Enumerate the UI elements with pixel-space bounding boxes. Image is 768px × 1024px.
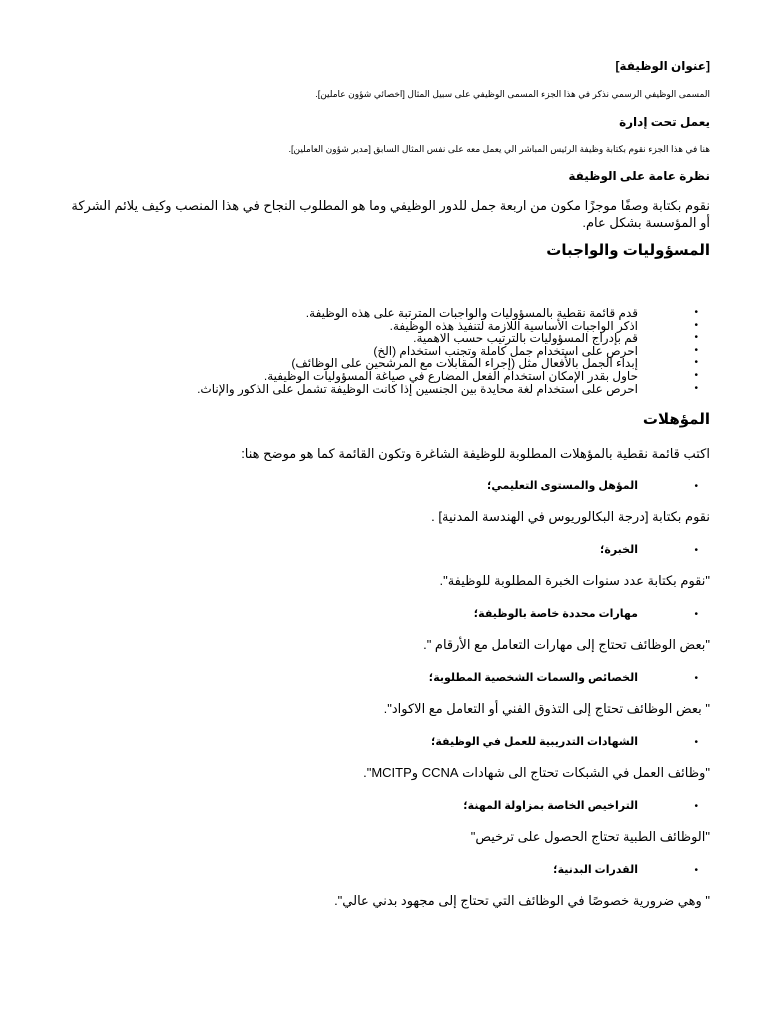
bullet-icon: • <box>694 737 698 749</box>
bullet-icon: • <box>694 545 698 557</box>
qualifications-intro: اكتب قائمة نقطية بالمؤهلات المطلوبة للوظيفة الشاغرة وتكون القائمة كما هو موضح هنا: <box>241 446 710 462</box>
qualification-item: • المؤهل والمستوى التعليمي؛ <box>487 480 698 493</box>
bullet-icon: • <box>694 369 698 381</box>
overview-description: نقوم بكتابة وصفًا موجزًا مكون من اربعة جمل للدور الوظيفي وما هو المطلوب النجاح في هذا المنصب وكيف يلائم الشركة أو المؤسسة بشكل عام. <box>71 198 710 230</box>
qualification-item: • الخصائص والسمات الشخصية المطلوبة؛ <box>428 672 698 685</box>
qualification-description: "وظائف العمل في الشبكات تحتاج الى شهادات CCNA وMCITP". <box>363 765 710 781</box>
bullet-icon: • <box>694 344 698 356</box>
list-item: • قدم قائمة نقطية بالمسؤوليات والواجبات المترتبة على هذه الوظيفة. <box>305 306 698 320</box>
bullet-icon: • <box>694 307 698 318</box>
bullet-icon: • <box>694 319 698 331</box>
qualification-description: "الوظائف الطبية تحتاج الحصول على ترخيص" <box>470 829 710 845</box>
job-description-document <box>58 58 710 909</box>
qualification-item: • التراخيص الخاصة بمزاولة المهنة؛ <box>463 800 698 813</box>
bullet-icon: • <box>694 673 698 685</box>
qualification-item: • الخبرة؛ <box>599 544 698 557</box>
bullet-icon: • <box>694 801 698 813</box>
qualification-item: • القدرات البدنية؛ <box>553 864 698 877</box>
bullet-icon: • <box>694 865 698 877</box>
qualification-description: "بعض الوظائف تحتاج إلى مهارات التعامل مع الأرقام ". <box>423 637 710 653</box>
list-item: • قم بإدراج المسؤوليات بالترتيب حسب الاهمية. <box>413 331 698 346</box>
list-item: • اذكر الواجبات الأساسية اللازمة لتنفيذ هذه الوظيفة. <box>389 318 698 333</box>
qualifications-heading: المؤهلات <box>642 411 710 429</box>
bullet-icon: • <box>694 357 698 369</box>
bullet-icon: • <box>694 609 698 621</box>
qualification-description: نقوم بكتابة [درجة البكالوريوس في الهندسة المدنية] . <box>431 509 710 525</box>
qualification-item: • الشهادات التدريبية للعمل في الوظيفة؛ <box>430 736 698 749</box>
list-item: • حاول بقدر الإمكان استخدام الفعل المضارع في صياغة المسؤوليات الوظيفية. <box>263 368 698 383</box>
bullet-icon: • <box>694 382 698 394</box>
responsibilities-list <box>58 307 710 395</box>
responsibilities-heading: المسؤوليات والواجبات <box>546 242 710 259</box>
reports-to-description: هنا في هذا الجزء نقوم بكتابة وظيفة الرئيس المباشر الي يعمل معه على نفس المثال السابق [مدير شؤون العاملين]. <box>288 144 710 154</box>
qualification-description: "نقوم بكتابة عدد سنوات الخبرة المطلوبة للوظيفة". <box>439 573 710 589</box>
list-item: • احرص على استخدام جمل كاملة وتجنب استخدام (الخ) <box>373 343 698 358</box>
reports-to-heading: يعمل تحت إدارة <box>619 115 710 129</box>
list-item: • إبداء الجمل بالأفعال مثل (إجراء المقابلات مع المرشحين على الوظائف) <box>291 356 698 371</box>
bullet-icon: • <box>694 481 698 493</box>
list-item: • احرص على استخدام لغة محايدة بين الجنسين إذا كانت الوظيفة تشمل على الذكور والإناث. <box>197 381 698 396</box>
qualification-item: • مهارات محددة خاصة بالوظيفة؛ <box>473 608 698 621</box>
overview-heading: نظرة عامة على الوظيفة <box>568 169 710 183</box>
bullet-icon: • <box>694 332 698 344</box>
qualification-description: " بعض الوظائف تحتاج إلى التذوق الفني أو التعامل مع الاكواد". <box>383 701 710 717</box>
job-title-description: المسمى الوظيفي الرسمي نذكر في هذا الجزء المسمى الوظيفي على سبيل المثال [اخصائي شؤون عاملين]. <box>315 89 710 99</box>
qualification-description: " وهي ضرورية خصوصًا في الوظائف التي تحتاج إلى مجهود بدني عالي". <box>334 893 710 909</box>
job-title-heading: [عنوان الوظيفة] <box>615 59 710 73</box>
